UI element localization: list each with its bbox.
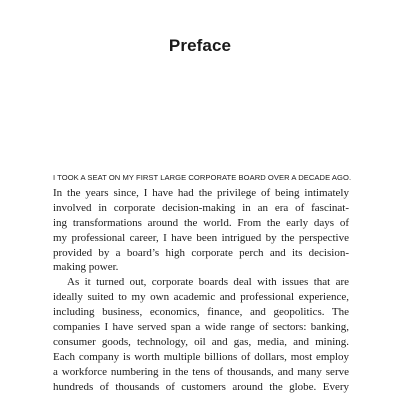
text-line: my professional career, I have been intrigued by the perspective	[53, 231, 349, 244]
text-line: As it turned out, corporate boards deal with issues that are	[67, 276, 349, 289]
paragraph-1	[53, 186, 349, 275]
paragraph-2	[53, 275, 349, 394]
text-line: consumer goods, technology, oil and gas, media, and mining.	[53, 335, 349, 348]
text-line: hundreds of thousands of customers around the globe. Every	[53, 380, 349, 393]
text-line: Each company is worth multiple billions of dollars, most employ	[53, 350, 349, 363]
chapter-title: Preface	[168, 36, 232, 55]
lead-in-small-caps: I TOOK A SEAT ON MY FIRST LARGE CORPORATE BOARD OVER A DECADE AGO.	[53, 173, 352, 182]
text-line: In the years since, I have had the privilege of being intimately	[53, 186, 349, 199]
text-line: ing transformations around the world. From the early days of	[53, 216, 349, 229]
text-line: including business, economics, finance, and geopolitics. The	[53, 306, 349, 319]
text-line: involved in corporate decision-making in an era of fascinat-	[53, 201, 349, 214]
text-line: a workforce numbering in the tens of thousands, and many serve	[53, 365, 349, 378]
text-line: making power.	[53, 261, 119, 274]
text-line: ideally suited to my own academic and professional experience,	[53, 291, 349, 304]
text-line: provided by a board’s high corporate perch and its decision-	[53, 246, 349, 259]
text-line: companies I have served span a wide range of sectors: banking,	[53, 321, 349, 334]
body-text	[53, 171, 352, 395]
